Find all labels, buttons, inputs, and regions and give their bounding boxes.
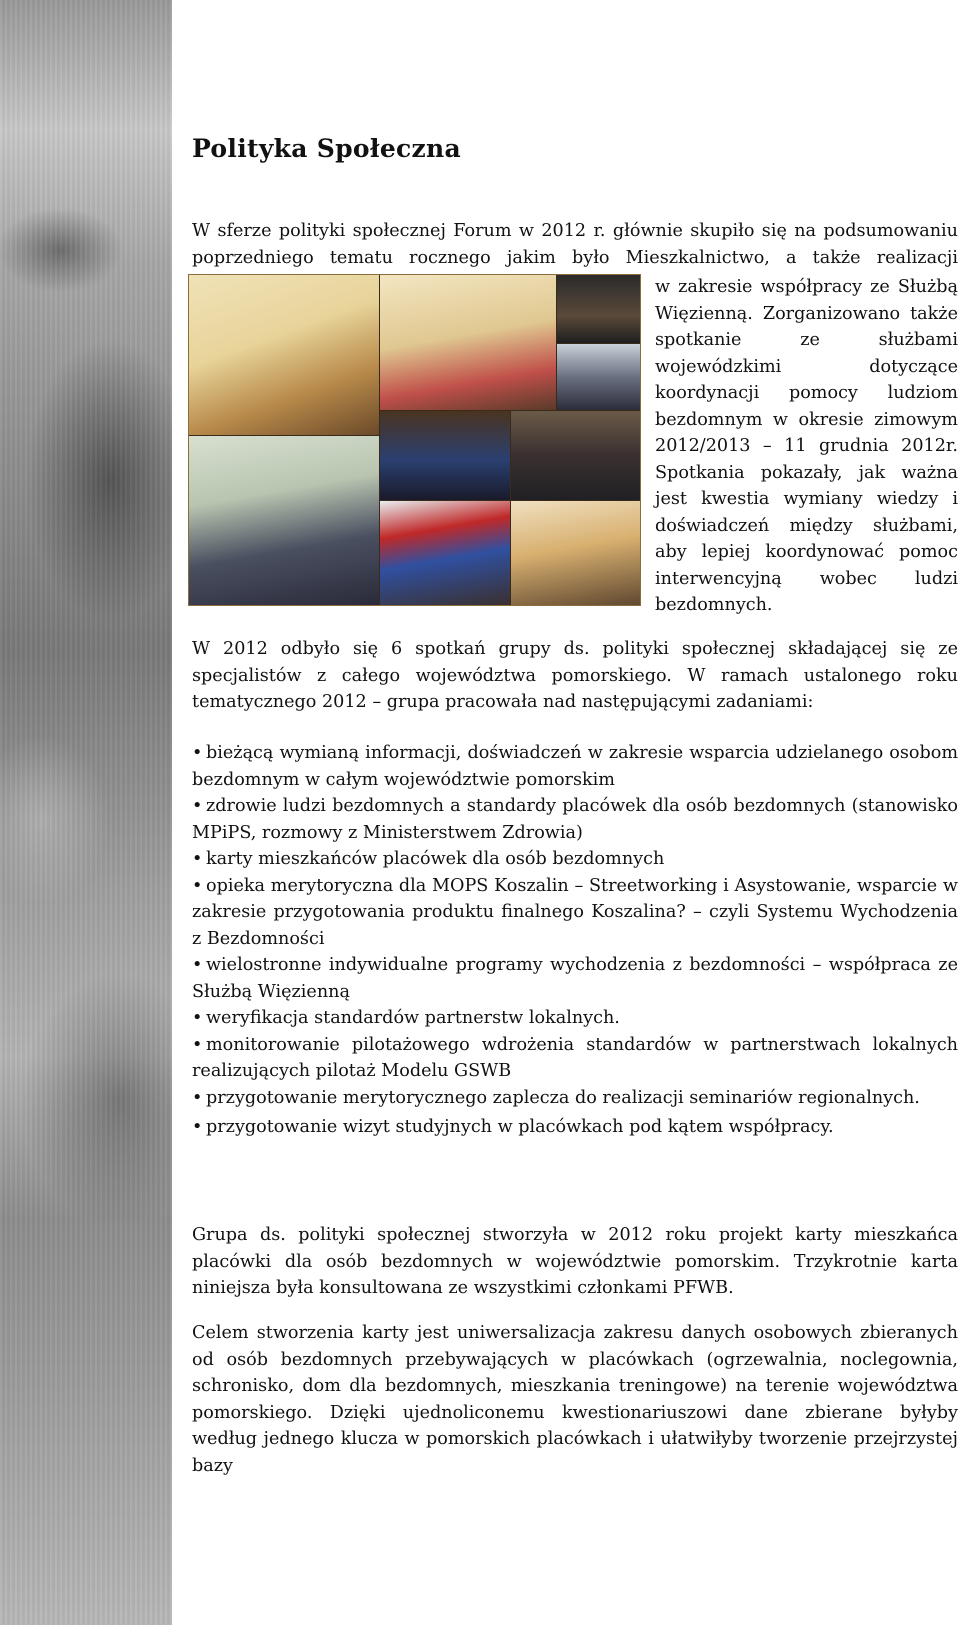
- card-project-paragraph: Grupa ds. polityki społecznej stworzyła w 2012 roku projekt karty mieszkańca placówki dla osób bezdomnych w województwie pomorskim. Trzykrotnie karta niniejsza była konsultowana ze wszystkimi członkami PFWB.: [192, 1225, 958, 1298]
- meeting-photo-collage: [188, 274, 641, 606]
- list-item: • opieka merytoryczna dla MOPS Koszalin – Streetworking i Asystowanie, wsparcie w zakresie przygotowania produktu finalnego Koszalina? – czyli Systemu Wychodzenia z Bezdomności: [192, 873, 958, 953]
- photo-side-paragraph: w zakresie współpracy ze Służbą Więzienną. Zorganizowano także spotkanie ze służbami wojewódzkimi dotyczące koordynacji pomocy ludziom bezdomnym w okresie zimowym 2012/2013 – 11 grudnia 2012r. Spotkania pokazały, jak ważna jest kwestia wymiany wiedzy i doświadczeń między służbami, aby lepiej koordynować pomoc interwencyjną wobec ludzi bezdomnych.: [655, 277, 958, 615]
- page-title: Polityka Społeczna: [192, 134, 462, 163]
- decorative-side-strip: [0, 0, 172, 1625]
- bullet: •: [192, 1087, 203, 1108]
- list-item: • weryfikacja standardów partnerstw lokalnych.: [192, 1005, 958, 1032]
- bullet: •: [192, 875, 203, 896]
- list-item: • wielostronne indywidualne programy wychodzenia z bezdomności – współpraca ze Służbą Więzienną: [192, 952, 958, 1005]
- bullet: •: [192, 1117, 203, 1137]
- meetings-paragraph: W 2012 odbyło się 6 spotkań grupy ds. polityki społecznej składającej się ze specjalistów z całego województwa pomorskiego. W ramach ustalonego roku tematycznego 2012 – grupa pracowała nad następującymi zadaniami:: [192, 639, 958, 712]
- tasks-list: [192, 740, 958, 1141]
- photo-discussion: [511, 411, 640, 500]
- list-item: • bieżącą wymianą informacji, doświadczeń w zakresie wsparcia udzielanego osobom bezdomnym w całym województwie pomorskim: [192, 740, 958, 793]
- intro-paragraph: W sferze polityki społecznej Forum w 2012 r. głównie skupiło się na podsumowaniu poprzedniego tematu rocznego jakim było Mieszkalnictwo, a także realizacji: [192, 221, 958, 268]
- list-item: • zdrowie ludzi bezdomnych a standardy placówek dla osób bezdomnych (stanowisko MPiPS, rozmowy z Ministerstwem Zdrowia): [192, 793, 958, 846]
- photo-meeting-room: [189, 275, 379, 435]
- bullet: •: [192, 1034, 203, 1055]
- photo-participants: [380, 411, 510, 500]
- bullet: •: [192, 1008, 203, 1028]
- photo-conference-hall: [189, 436, 379, 605]
- bullet: •: [192, 849, 203, 869]
- list-item: • monitorowanie pilotażowego wdrożenia standardów w partnerstwach lokalnych realizujących pilotaż Modelu GSWB: [192, 1032, 958, 1085]
- list-item: • przygotowanie merytorycznego zaplecza do realizacji seminariów regionalnych.: [192, 1085, 958, 1112]
- photo-meeting-tables: [380, 275, 556, 410]
- bullet: •: [192, 796, 203, 816]
- bullet: •: [192, 955, 203, 975]
- list-item: • karty mieszkańców placówek dla osób bezdomnych: [192, 846, 958, 873]
- card-goal-paragraph: Celem stworzenia karty jest uniwersalizacja zakresu danych osobowych zbieranych od osób bezdomnych przebywających w placówkach (ogrzewalnia, noclegownia, schronisko, dom dla bezdomnych, mieszkania treningowe) na terenie województwa pomorskiego. Dzięki ujednoliconemu kwestionariuszowi dane zbierane byłyby według jednego klucza w pomorskich placówkach i ułatwiłyby tworzenie przejrzystej bazy: [192, 1323, 958, 1476]
- photo-workshop: [511, 501, 640, 605]
- photo-presentation: [557, 275, 640, 343]
- bullet: •: [192, 743, 203, 763]
- list-item: • przygotowanie wizyt studyjnych w placówkach pod kątem współpracy.: [192, 1114, 958, 1141]
- photo-prison-service-meeting: [380, 501, 510, 605]
- photo-audience: [557, 344, 640, 410]
